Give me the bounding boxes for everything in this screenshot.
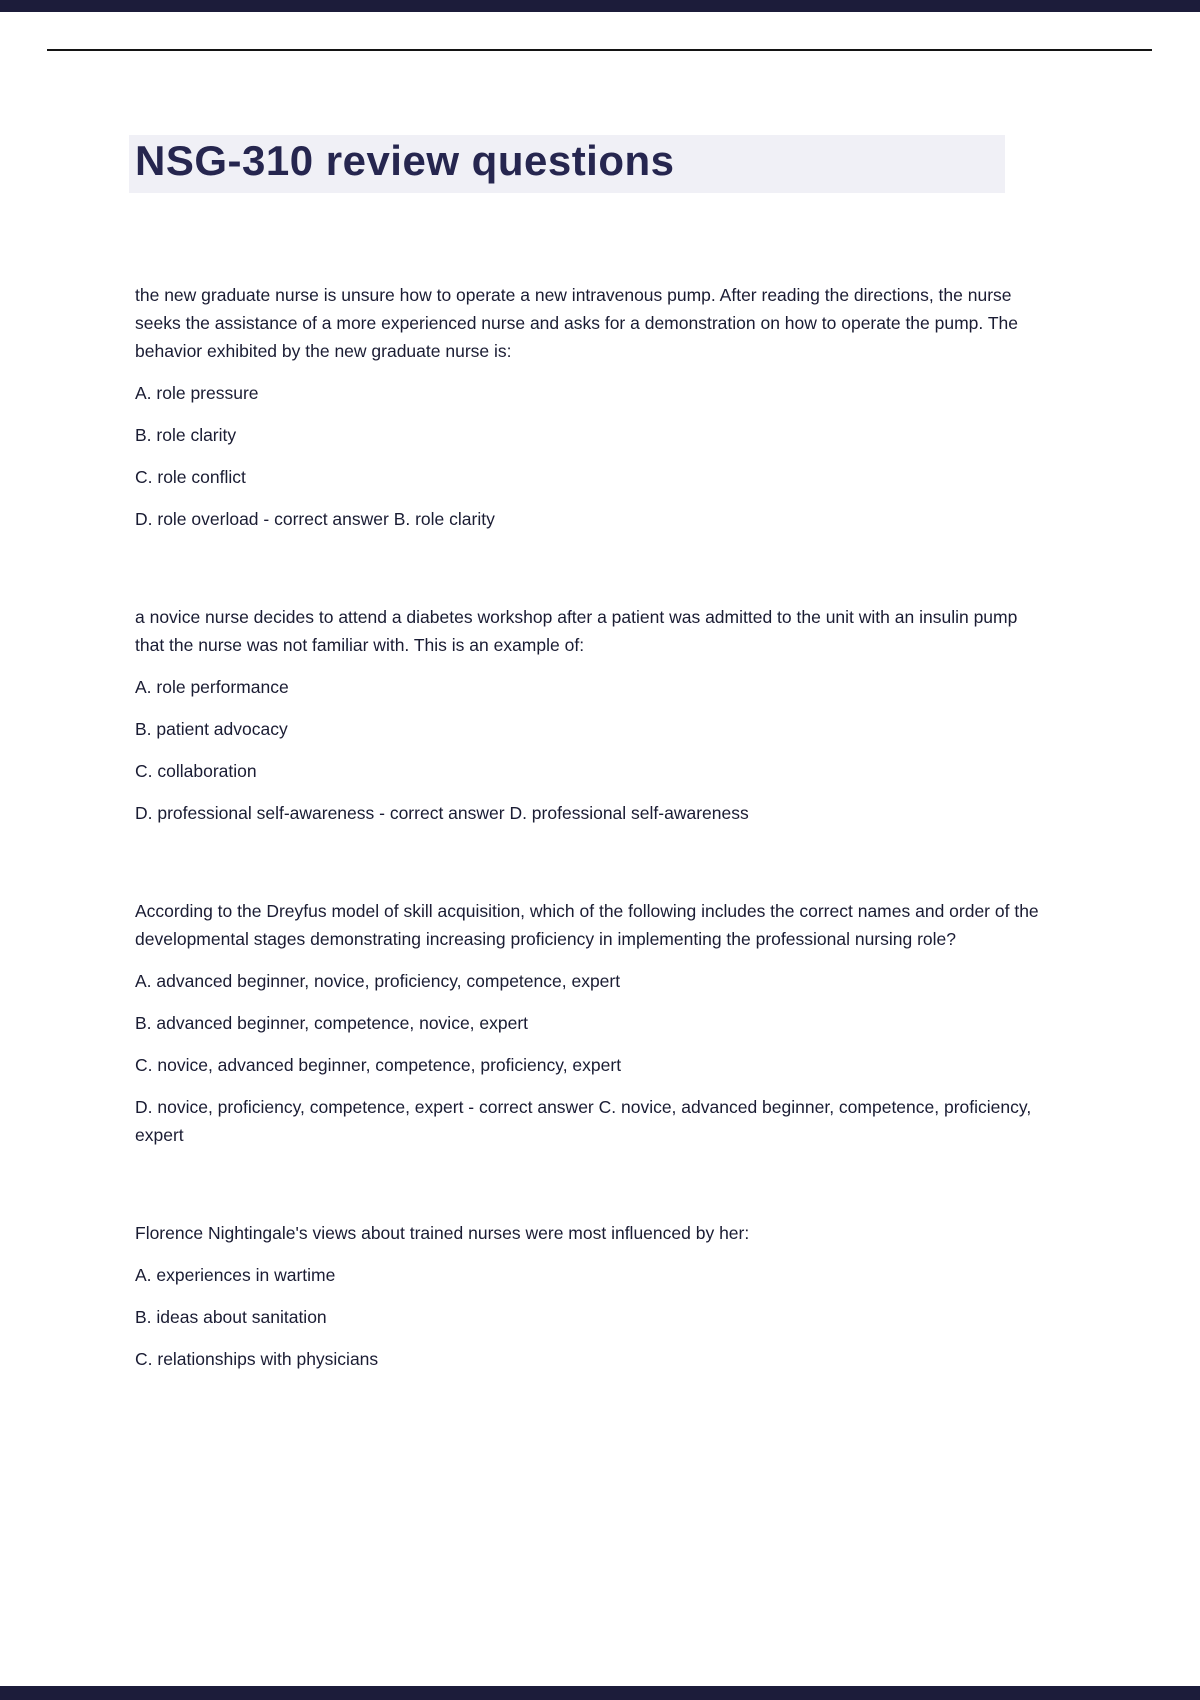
bottom-border-bar	[0, 1686, 1200, 1700]
question-prompt: Florence Nightingale's views about trained nurses were most influenced by her:	[135, 1223, 750, 1244]
option-line: C. novice, advanced beginner, competence, proficiency, expert	[135, 1055, 622, 1076]
question-block	[135, 897, 1065, 1149]
option-line: C. collaboration	[135, 761, 257, 782]
option-line: D. professional self-awareness - correct answer D. professional self-awareness	[135, 803, 749, 824]
option-line: B. advanced beginner, competence, novice, expert	[135, 1013, 529, 1034]
option-line: A. advanced beginner, novice, proficiency, competence, expert	[135, 971, 621, 992]
page-title: NSG-310 review questions	[135, 137, 675, 184]
option-line: C. role conflict	[135, 467, 246, 488]
option-line: A. role pressure	[135, 383, 259, 404]
question-prompt: a novice nurse decides to attend a diabetes workshop after a patient was admitted to the unit with an insulin pump that the nurse was not familiar with. This is an example of:	[135, 607, 1018, 656]
option-line: A. role performance	[135, 677, 289, 698]
option-line: D. novice, proficiency, competence, expert - correct answer C. novice, advanced beginner, competence, proficiency, expert	[135, 1097, 1032, 1146]
title-highlight	[129, 135, 1005, 193]
question-prompt: the new graduate nurse is unsure how to operate a new intravenous pump. After reading the directions, the nurse seeks the assistance of a more experienced nurse and asks for a demonstration on how to operate the pump. The behavior exhibited by the new graduate nurse is:	[135, 285, 1018, 362]
option-line: C. relationships with physicians	[135, 1349, 379, 1370]
option-line: B. patient advocacy	[135, 719, 288, 740]
option-line: D. role overload - correct answer B. role clarity	[135, 509, 495, 530]
option-line: A. experiences in wartime	[135, 1265, 336, 1286]
question-list	[135, 281, 1065, 1373]
question-prompt: According to the Dreyfus model of skill acquisition, which of the following includes the correct names and order of the developmental stages demonstrating increasing proficiency in implementing the professional nursing role?	[135, 901, 1039, 950]
question-block	[135, 603, 1065, 827]
question-block	[135, 281, 1065, 533]
option-line: B. role clarity	[135, 425, 237, 446]
question-block	[135, 1219, 1065, 1373]
option-line: B. ideas about sanitation	[135, 1307, 327, 1328]
